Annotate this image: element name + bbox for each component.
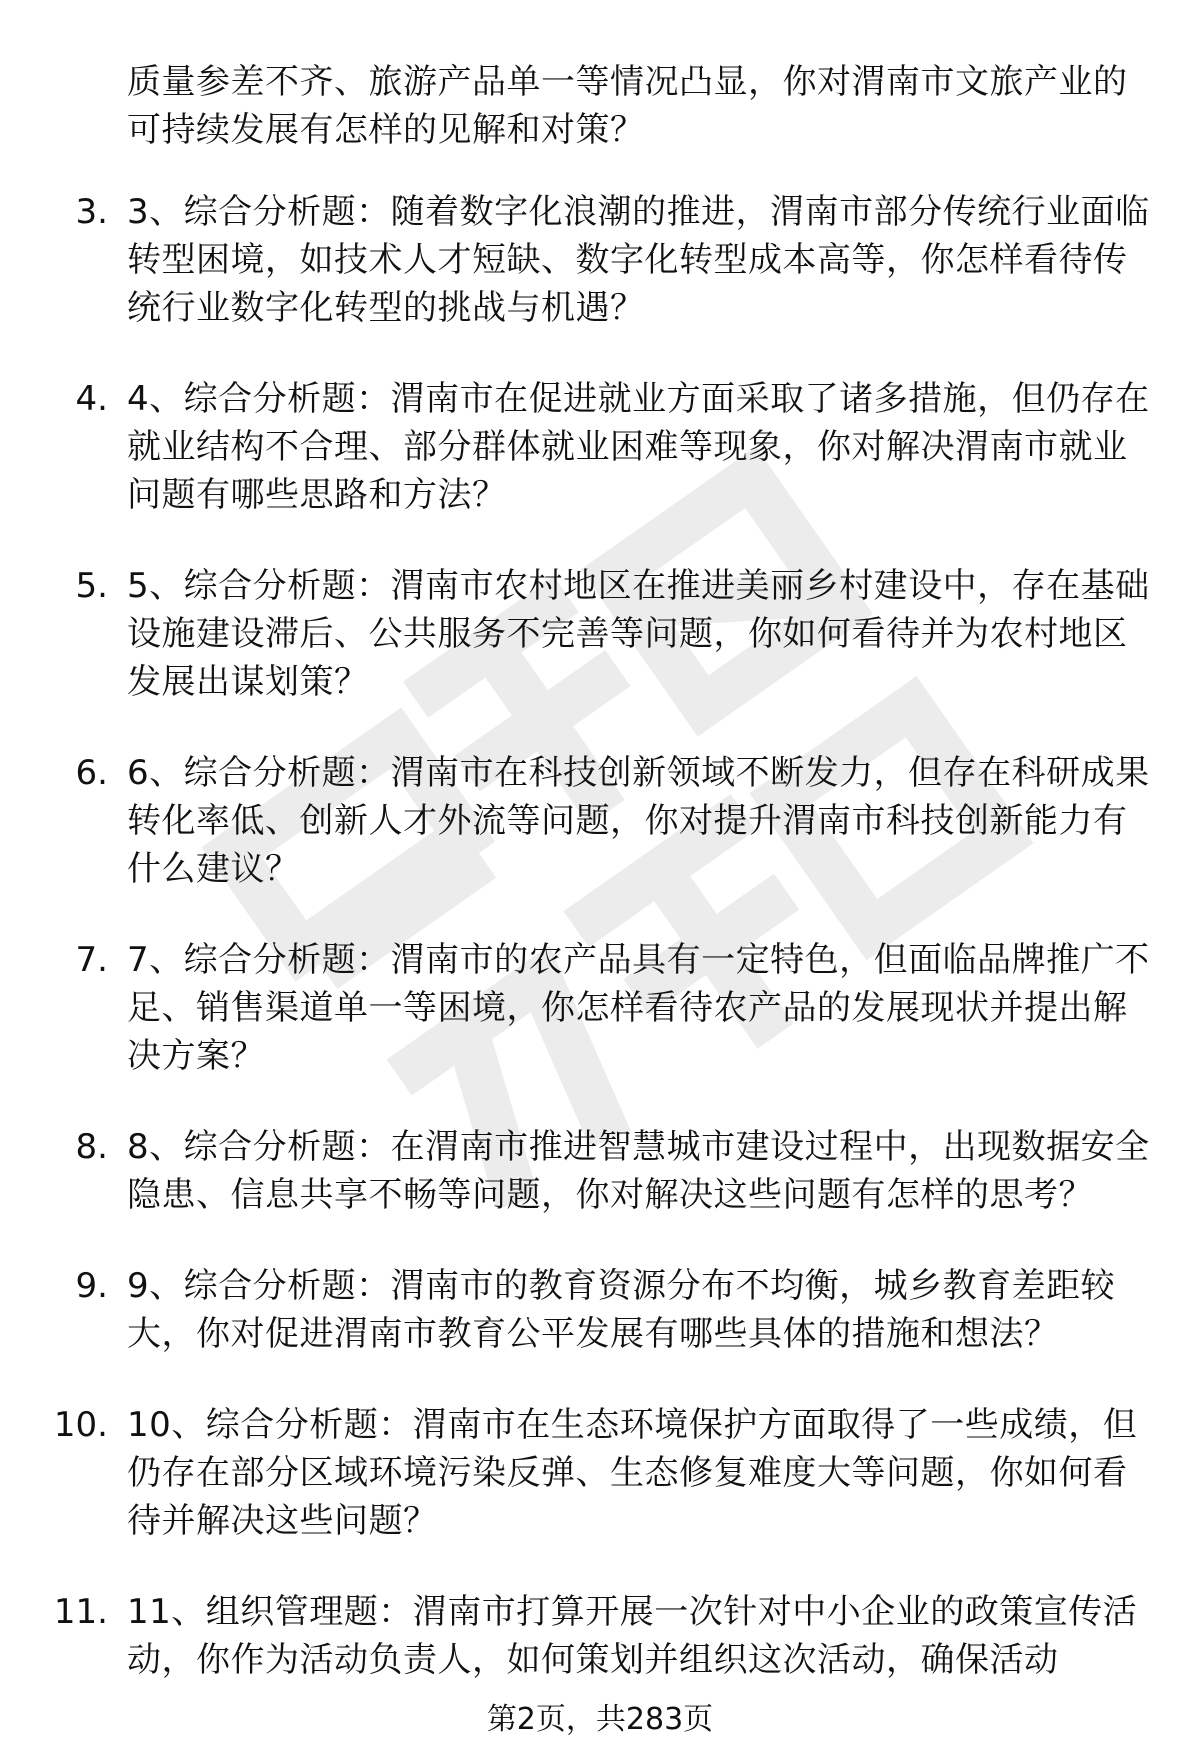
question-item [0, 562, 1200, 706]
question-text: 11、组织管理题：渭南市打算开展一次针对中小企业的政策宣传活动，你作为活动负责人，如何策划并组织这次活动，确保活动 [127, 1592, 1138, 1680]
continuation-paragraph: 质量参差不齐、旅游产品单一等情况凸显，你对渭南市文旅产业的可持续发展有怎样的见解和对策？ [127, 62, 1128, 150]
question-text: 3、综合分析题：随着数字化浪潮的推进，渭南市部分传统行业面临转型困境，如技术人才短缺、数字化转型成本高等，你怎样看待传统行业数字化转型的挑战与机遇？ [127, 192, 1150, 328]
question-item [0, 375, 1200, 519]
question-text: 10、综合分析题：渭南市在生态环境保护方面取得了一些成绩，但仍存在部分区域环境污染反弹、生态修复难度大等问题，你如何看待并解决这些问题？ [127, 1405, 1138, 1541]
question-list [0, 188, 1200, 1727]
question-text: 6、综合分析题：渭南市在科技创新领域不断发力，但存在科研成果转化率低、创新人才外流等问题，你对提升渭南市科技创新能力有什么建议？ [127, 753, 1150, 889]
question-item [0, 936, 1200, 1080]
question-item [0, 1123, 1200, 1219]
question-number: 3. [75, 192, 108, 232]
question-text: 7、综合分析题：渭南市的农产品具有一定特色，但面临品牌推广不足、销售渠道单一等困境，你怎样看待农产品的发展现状并提出解决方案？ [127, 940, 1150, 1076]
question-number: 6. [75, 753, 108, 793]
question-item [0, 1588, 1200, 1684]
question-item [0, 1401, 1200, 1545]
question-item [0, 749, 1200, 893]
question-number: 5. [75, 566, 108, 606]
question-number: 9. [75, 1266, 108, 1306]
question-text: 9、综合分析题：渭南市的教育资源分布不均衡，城乡教育差距较大，你对促进渭南市教育公平发展有哪些具体的措施和想法？ [127, 1266, 1116, 1354]
question-number: 11. [53, 1592, 108, 1632]
question-text: 8、综合分析题：在渭南市推进智慧城市建设过程中，出现数据安全隐患、信息共享不畅等问题，你对解决这些问题有怎样的思考？ [127, 1127, 1150, 1215]
question-text: 4、综合分析题：渭南市在促进就业方面采取了诸多措施，但仍存在就业结构不合理、部分群体就业困难等现象，你对解决渭南市就业问题有哪些思路和方法？ [127, 379, 1150, 515]
question-item [0, 188, 1200, 332]
page-footer: 第2页，共283页 [486, 1702, 714, 1737]
question-number: 8. [75, 1127, 108, 1167]
question-text: 5、综合分析题：渭南市农村地区在推进美丽乡村建设中，存在基础设施建设滞后、公共服务不完善等问题，你如何看待并为农村地区发展出谋划策？ [127, 566, 1150, 702]
question-number: 10. [53, 1405, 108, 1445]
question-number: 7. [75, 940, 108, 980]
question-number: 4. [75, 379, 108, 419]
question-item [0, 1262, 1200, 1358]
